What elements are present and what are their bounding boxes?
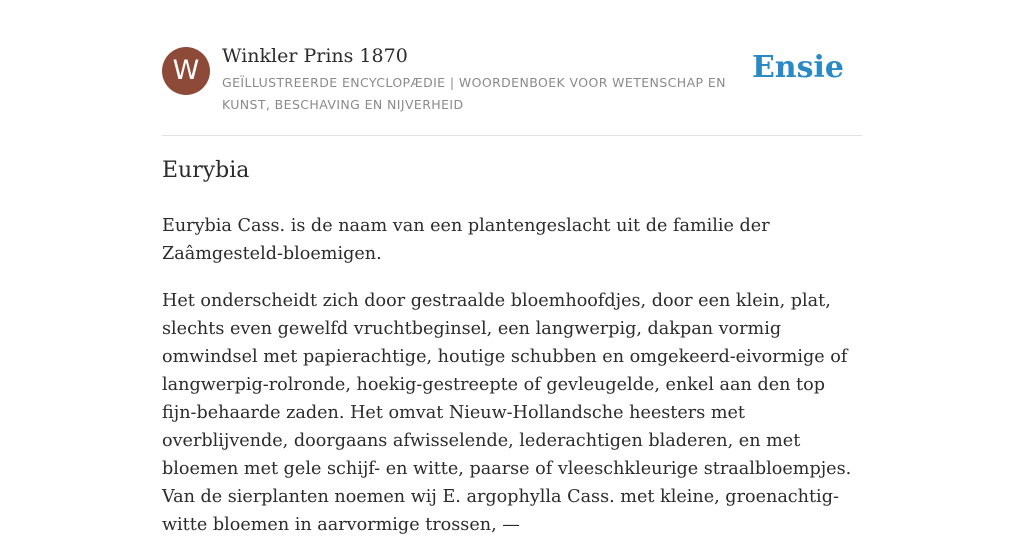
page-title: Eurybia bbox=[162, 158, 250, 183]
avatar[interactable]: W bbox=[162, 47, 210, 95]
entry-paragraph: Eurybia Cass. is de naam van een plantengeslacht uit de familie der Zaâmgesteld-bloemigen. bbox=[162, 216, 770, 264]
entry-body bbox=[162, 212, 862, 558]
source-title[interactable]: Winkler Prins 1870 bbox=[222, 45, 408, 67]
entry-paragraph: Het onderscheidt zich door gestraalde bloemhoofdjes, door een klein, plat, slechts even gewelfd vruchtbeginsel, een langwerpig, dakpan vormig omwindsel met papierachtige, houtige schubben en omgekeerd-eivormige of langwerpig-rolronde, hoekig-gestreepte of gevleugelde, enkel aan den top fijn-behaarde zaden. Het omvat Nieuw-Hollandsche heesters met overblijvende, doorgaans afwisselende, lederachtigen bladeren, en met bloemen met gele schijf- en witte, paarse of vleeschkleurige straalbloempjes. Van de sierplanten noemen wij E. argophylla Cass. met kleine, groenachtig-witte bloemen in aarvormige trossen, — bbox=[162, 291, 852, 535]
page-container bbox=[162, 0, 862, 535]
source-subtitle: GEÏLLUSTREERDE ENCYCLOPÆDIE | WOORDENBOEK VOOR WETENSCHAP EN KUNST, BESCHAVING EN NIJVERHEID bbox=[222, 75, 726, 112]
source-header bbox=[162, 0, 862, 136]
ensie-logo-link[interactable]: Ensie bbox=[751, 50, 844, 85]
